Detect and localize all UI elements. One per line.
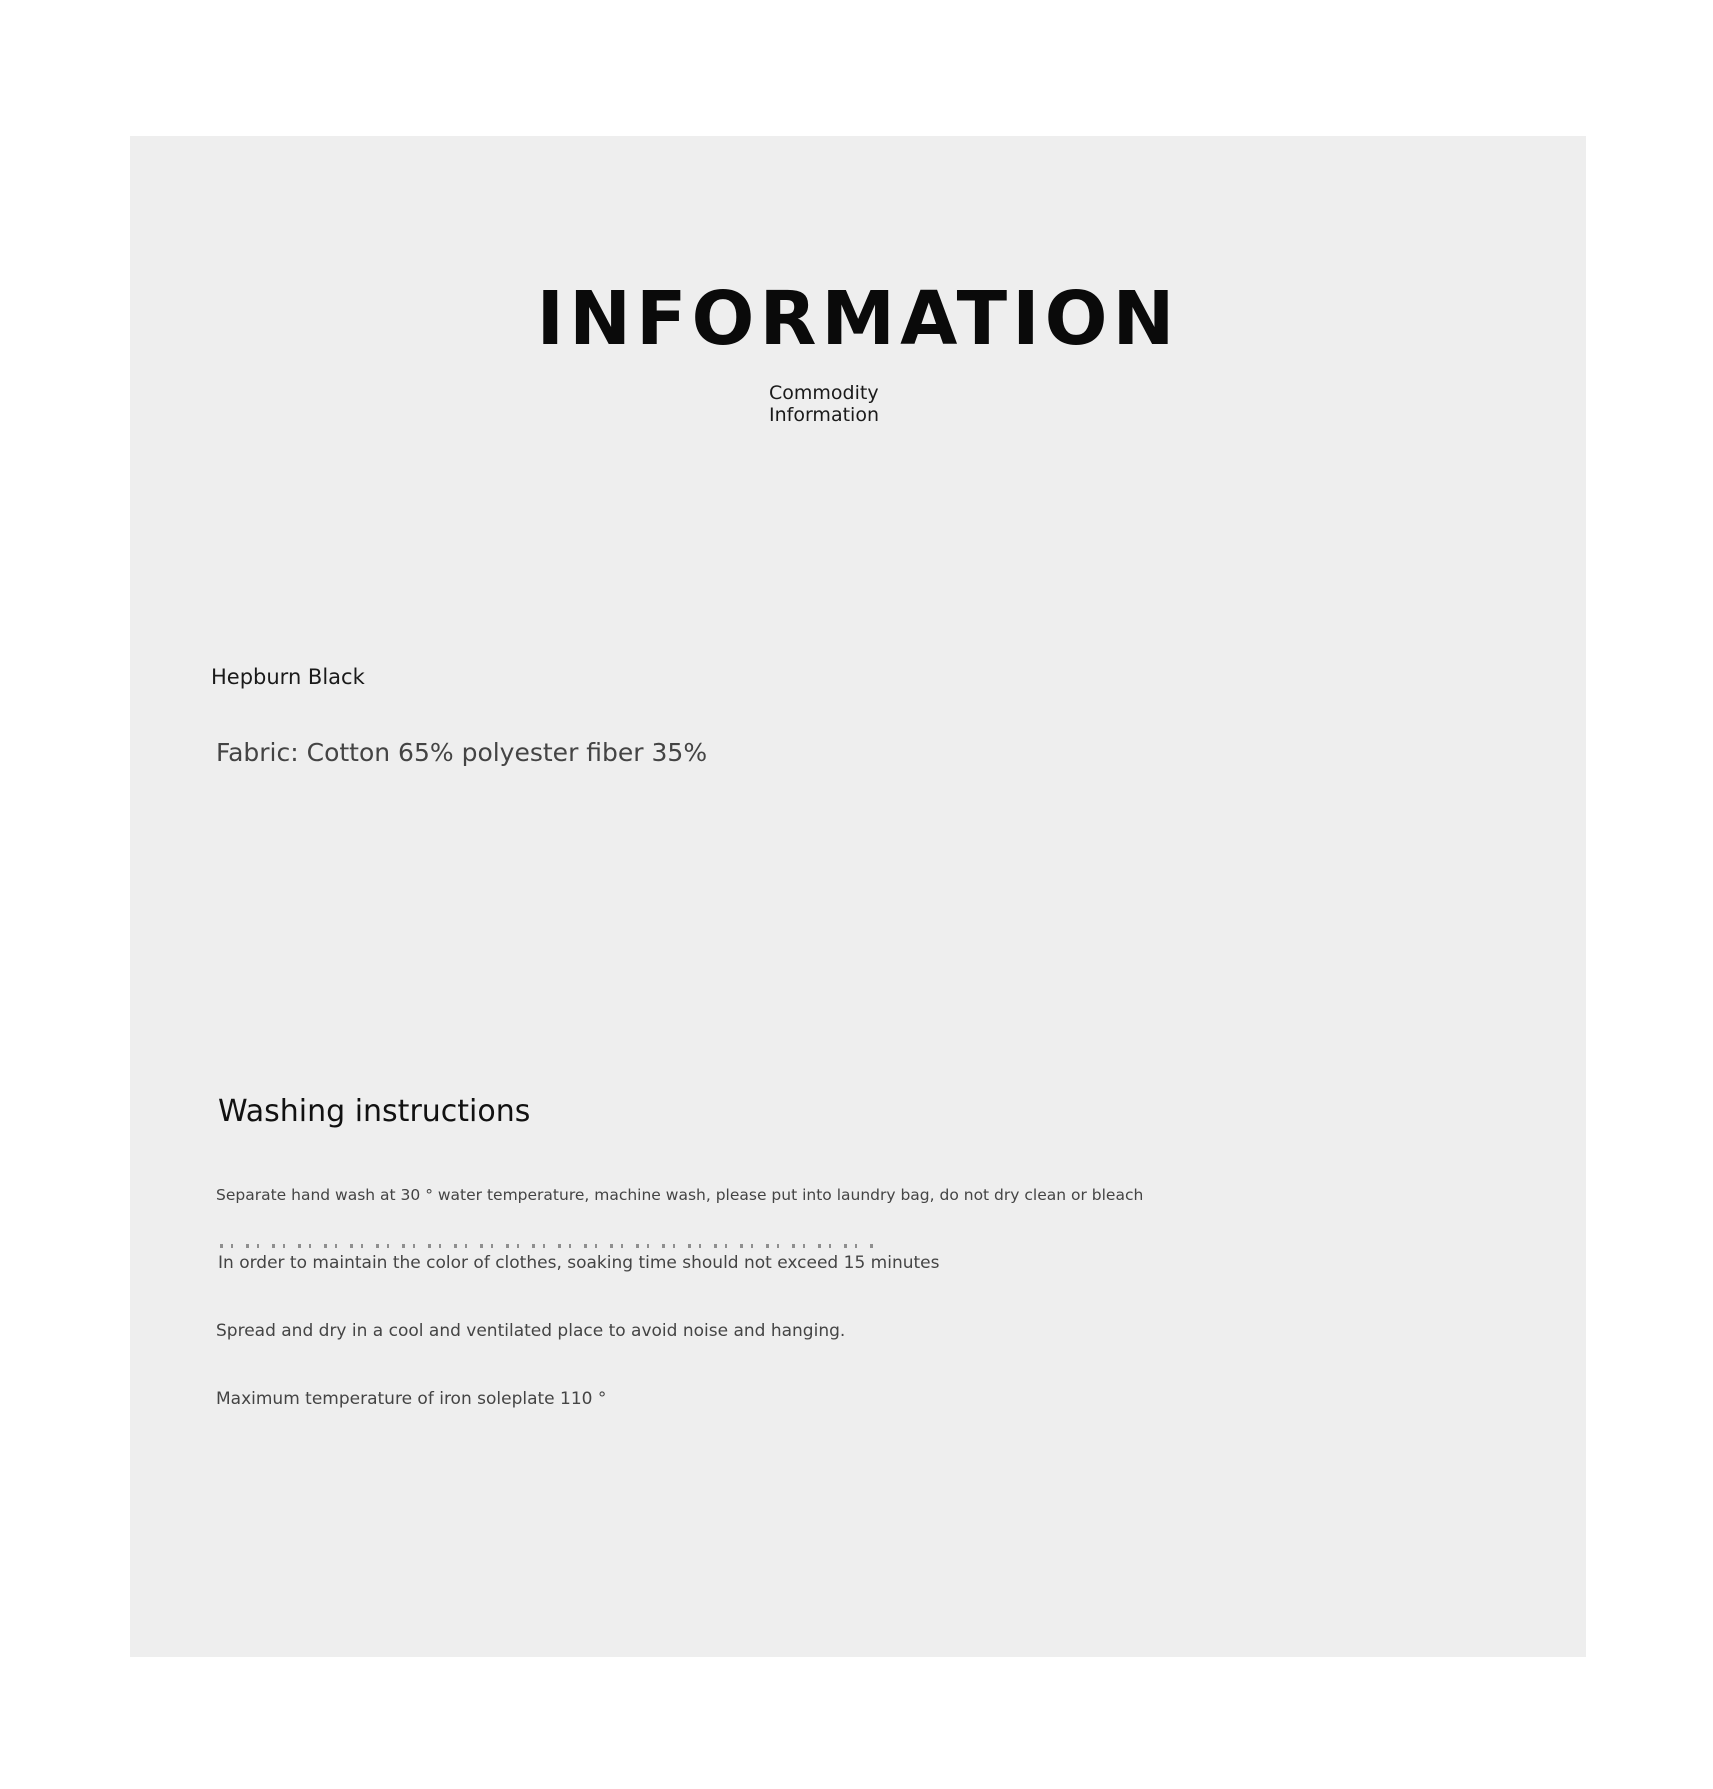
faded-text-artifact — [220, 1244, 880, 1248]
washing-heading: Washing instructions — [218, 1094, 531, 1129]
page-subtitle — [769, 382, 899, 426]
product-color-name: Hepburn Black — [211, 665, 365, 689]
subtitle-line-1: Commodity — [769, 382, 879, 404]
washing-item-2: In order to maintain the color of clothes, soaking time should not exceed 15 minutes — [218, 1253, 940, 1273]
info-panel — [130, 136, 1586, 1657]
subtitle-line-2: Information — [769, 404, 879, 426]
washing-item-4: Maximum temperature of iron soleplate 110 ° — [216, 1389, 607, 1409]
washing-item-1: Separate hand wash at 30 ° water temperature, machine wash, please put into laundry bag, do not dry clean or bleach — [216, 1186, 1144, 1204]
washing-item-3: Spread and dry in a cool and ventilated place to avoid noise and hanging. — [216, 1321, 846, 1341]
page-title: INFORMATION — [536, 276, 1180, 362]
product-fabric: Fabric: Cotton 65% polyester fiber 35% — [216, 738, 708, 767]
